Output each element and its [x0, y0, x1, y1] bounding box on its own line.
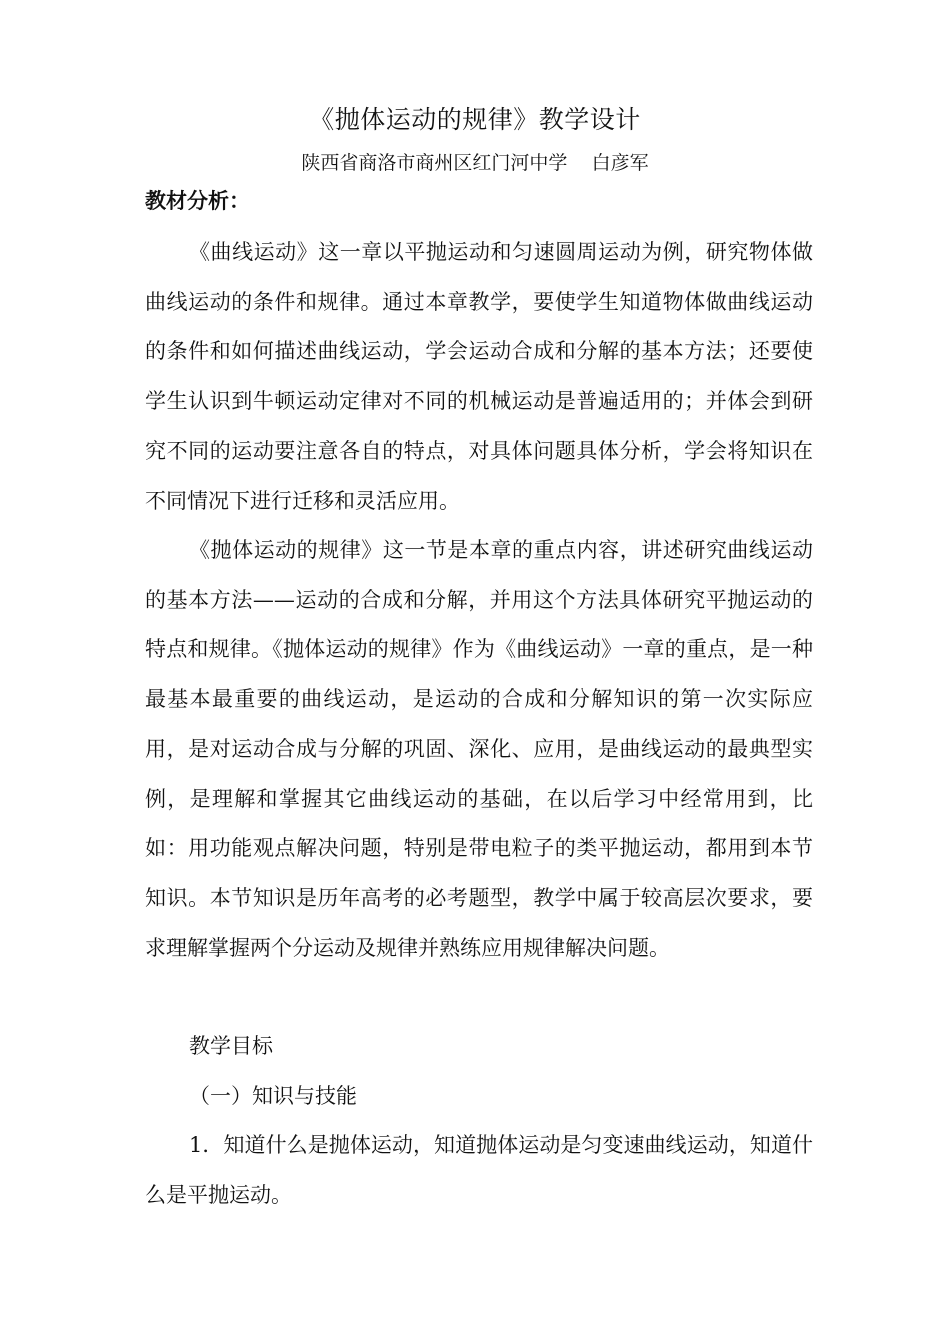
- section-heading: 教材分析：: [145, 189, 250, 213]
- document-title: 《抛体运动的规律》教学设计: [309, 105, 641, 134]
- author-line: 陕西省商洛市商州区红门河中学 白彦军: [301, 152, 649, 174]
- goals-item-1: 1．知道什么是抛体运动，知道抛体运动是匀变速曲线运动，知道什么是平抛运动。: [145, 1133, 813, 1207]
- paragraph-material-analysis-2: 《抛体运动的规律》这一节是本章的重点内容，讲述研究曲线运动的基本方法——运动的合成和分解，并用这个方法具体研究平抛运动的特点和规律。《抛体运动的规律》作为《曲线运动》一章的重点，是一种最基本最重要的曲线运动，是运动的合成和分解知识的第一次实际应用，是对运动合成与分解的巩固、深化、应用，是曲线运动的最典型实例，是理解和掌握其它曲线运动的基础，在以后学习中经常用到，比如：用功能观点解决问题，特别是带电粒子的类平抛运动，都用到本节知识。本节知识是历年高考的必考题型，教学中属于较高层次要求，要求理解掌握两个分运动及规律并熟练应用规律解决问题。: [145, 538, 813, 960]
- goals-heading: 教学目标: [189, 1034, 273, 1058]
- goals-subheading: （一）知识与技能: [189, 1084, 357, 1108]
- paragraph-material-analysis-1: 《曲线运动》这一章以平抛运动和匀速圆周运动为例，研究物体做曲线运动的条件和规律。通过本章教学，要使学生知道物体做曲线运动的条件和如何描述曲线运动，学会运动合成和分解的基本方法；还要使学生认识到牛顿运动定律对不同的机械运动是普遍适用的；并体会到研究不同的运动要注意各自的特点，对具体问题具体分析，学会将知识在不同情况下进行迁移和灵活应用。: [145, 240, 813, 513]
